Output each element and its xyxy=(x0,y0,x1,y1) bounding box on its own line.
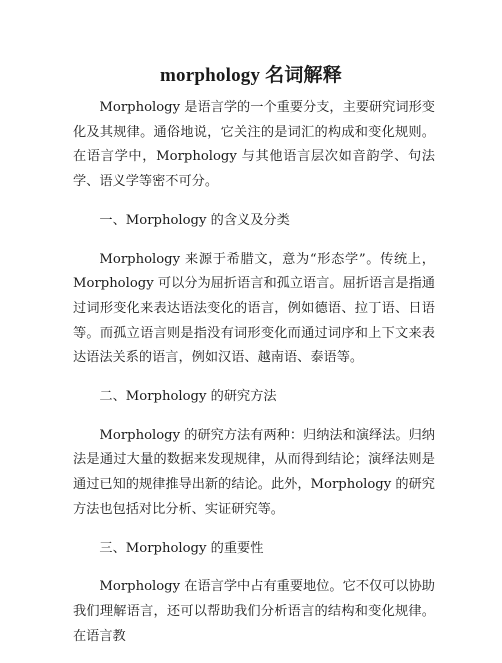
methods-paragraph: Morphology 的研究方法有两种：归纳法和演绎法。归纳法是通过大量的数据来发现规律，从而得到结论；演绎法则是通过已知的规律推导出新的结论。此外，Morphology 的研究方法也包括对比分析、实证研究等。 xyxy=(73,427,435,517)
document-body xyxy=(73,96,435,663)
definition-paragraph: Morphology 来源于希腊文，意为“形态学”。传统上，Morphology 可以分为屈折语言和孤立语言。屈折语言是指通过词形变化来表达语法变化的语言，例如德语、拉丁语、日语等。而孤立语言则是指没有词形变化而通过词序和上下文来表达语法关系的语言，例如汉语、越南语、泰语等。 xyxy=(73,251,435,366)
importance-paragraph: Morphology 在语言学中占有重要地位。它不仅可以协助我们理解语言，还可以帮助我们分析语言的结构和变化规律。在语言教 xyxy=(73,579,435,644)
section-heading-definition: 一、Morphology 的含义及分类 xyxy=(99,212,290,228)
section-heading-methods: 二、Morphology 的研究方法 xyxy=(99,389,277,405)
intro-paragraph: Morphology 是语言学的一个重要分支，主要研究词形变化及其规律。通俗地说，它关注的是词汇的构成和变化规则。在语言学中，Morphology 与其他语言层次如音韵学、句法学、语义学等密不可分。 xyxy=(73,100,435,190)
page-title: morphology 名词解释 xyxy=(160,65,342,86)
section-heading-importance: 三、Morphology 的重要性 xyxy=(99,540,264,556)
